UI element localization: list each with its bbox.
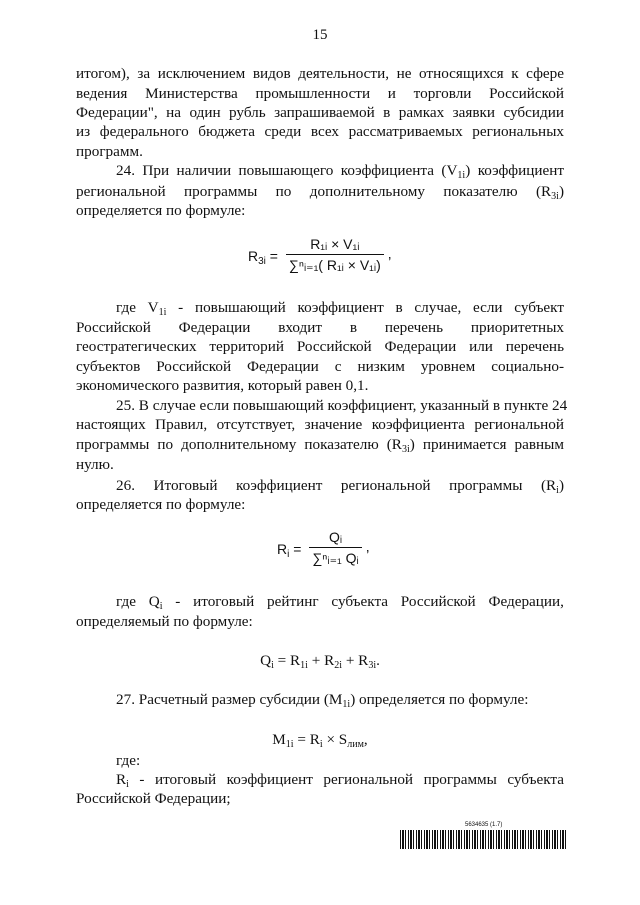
text-line: где: [116, 752, 141, 769]
text-line: геостратегических территорий Российской Федерации или перечень [76, 338, 564, 355]
definition-line: где $Q_i$ - итоговый рейтинг субъекта Российской Федерации, [116, 593, 564, 612]
text-line: определяется по формуле: [76, 496, 246, 513]
paragraph-25-line: 25. В случае если повышающий коэффициент, указанный в пункте 24 [116, 397, 568, 414]
paragraph-25-line: программы по дополнительному показателю $(R_{3i})$ принимается равным [76, 436, 564, 455]
text-line: определяется по формуле: [76, 202, 246, 219]
text-line: из федерального бюджета среди всех рассматриваемых региональных [76, 123, 564, 140]
text-line: программ. [76, 143, 143, 160]
paragraph-27-line: 27. Расчетный размер субсидии $(M_{1i})$ определяется по формуле: [116, 691, 529, 710]
paragraph-26-line: 26. Итоговый коэффициент региональной программы $(R_i)$ [116, 477, 564, 496]
page-number: 15 [312, 27, 328, 43]
barcode-id: 5634635 (1.7) [465, 822, 503, 828]
barcode-image [400, 830, 566, 849]
paragraph-24-line: региональной программы по дополнительному показателю $(R_{3i})$ [76, 183, 564, 202]
text-line: Федерации", на один рубль запрашиваемой в рамках заявки субсидии [76, 104, 564, 121]
text-line: субъектов Российской Федерации с низким уровнем социально- [76, 358, 564, 375]
text-line: Российской Федерации; [76, 790, 231, 807]
text-line: ведения Министерства промышленности и торговли Российской [76, 85, 564, 102]
text-line: экономического развития, который равен 0,1. [76, 377, 369, 394]
formula-ri: $R_i$ = $\frac{\text{Qᵢ}}{\text{∑ⁿᵢ₌₁ Qᵢ}}$ , [277, 529, 370, 566]
formula-qi: $Q_i = R_{1i} + R_{2i} + R_{3i}$. [260, 652, 380, 671]
paragraph-24-line: 24. При наличии повышающего коэффициента $(V_{1i})$ коэффициент [116, 162, 564, 181]
text-line: Российской Федерации входит в перечень приоритетных [76, 319, 564, 336]
definition-line: где $V_{1i}$ - повышающий коэффициент в случае, если субъект [116, 299, 564, 318]
formula-m1i: $M_{1i} = R_i \times S_{лим}$, [272, 731, 368, 750]
formula-r3i: $R_{3i}$ = $\frac{\text{R₁ᵢ × V₁ᵢ}}{\text{∑ⁿᵢ₌₁( R₁ᵢ × V₁ᵢ)}}$ , [248, 236, 392, 273]
text-line: нулю. [76, 456, 114, 473]
text-line: определяемый по формуле: [76, 613, 253, 630]
text-line: итогом), за исключением видов деятельности, не относящихся к сфере [76, 65, 564, 82]
definition-line: $R_i$ - итоговый коэффициент региональной программы субъекта [116, 771, 564, 790]
text-line: настоящих Правил, отсутствует, значение коэффициента региональной [76, 416, 564, 433]
